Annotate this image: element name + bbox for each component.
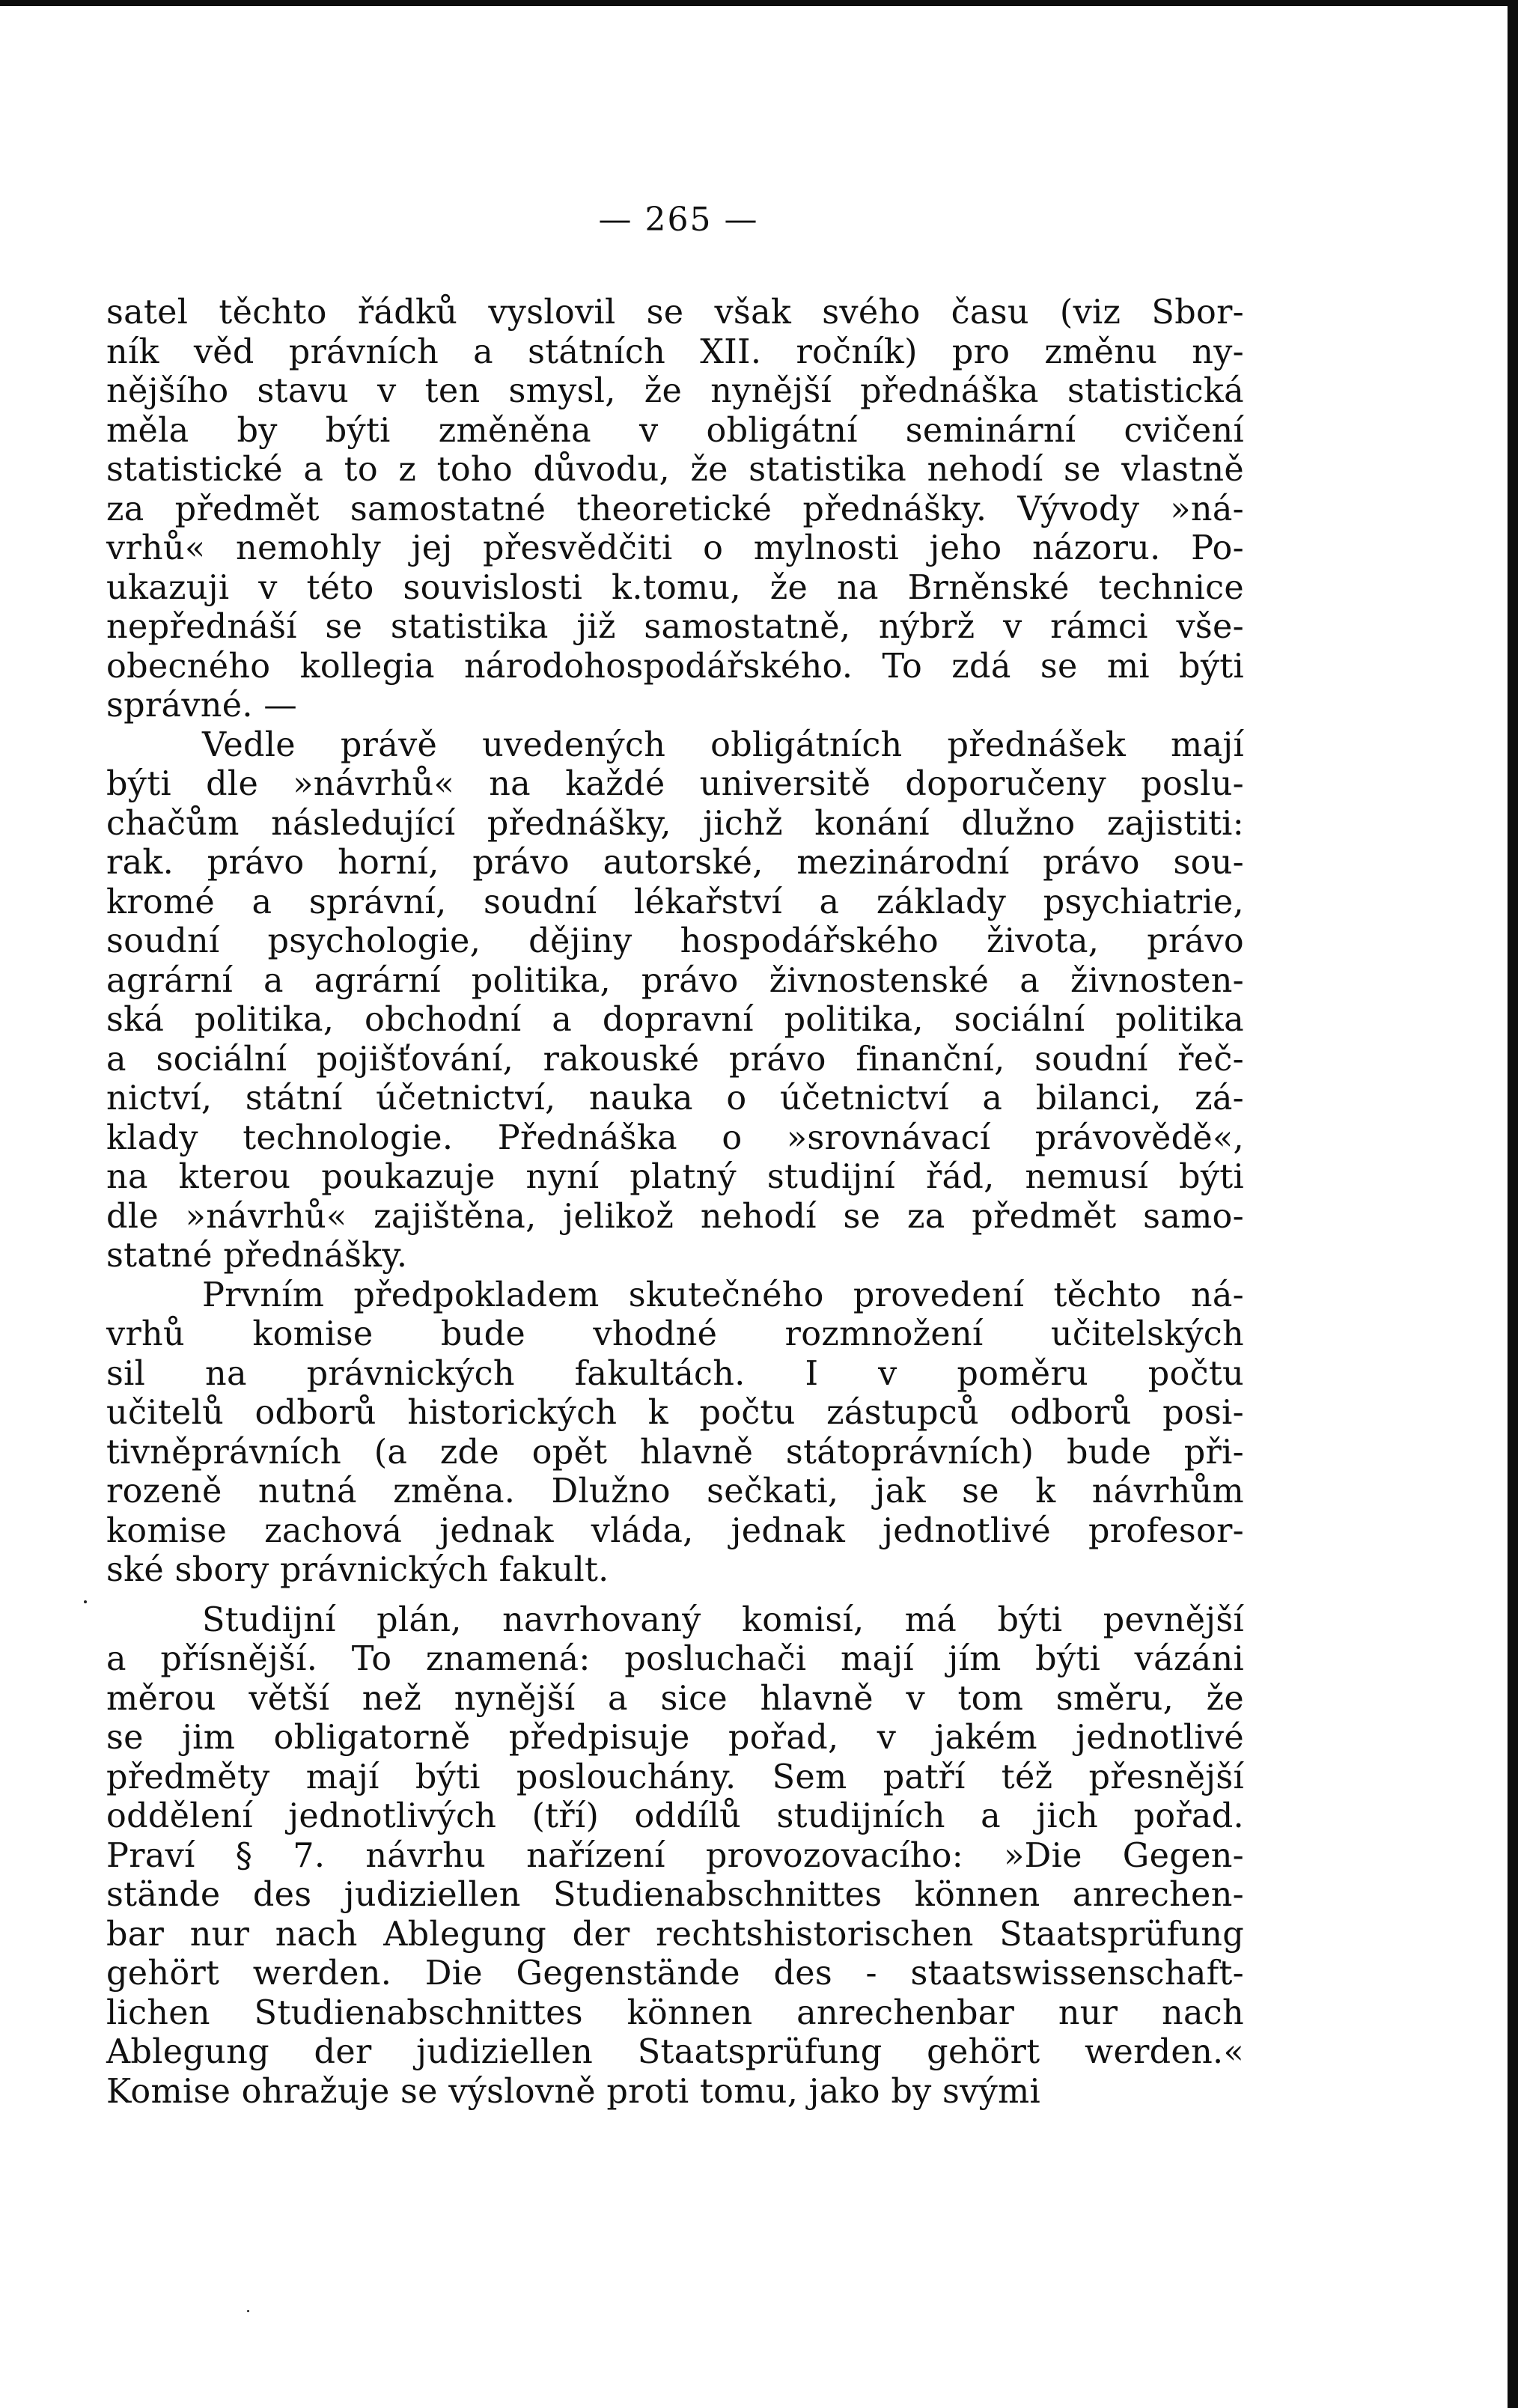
text-line: statistické a to z toho důvodu, že statistika nehodí se vlastně — [106, 451, 1244, 489]
text-line: vrhů« nemohly jej přesvědčiti o mylnosti jeho názoru. Po- — [106, 529, 1244, 567]
text-line: sil na právnických fakultách. I v poměru počtu — [106, 1354, 1244, 1393]
text-line: gehört werden. Die Gegenstände des - staatswissenschaft- — [106, 1954, 1244, 1993]
text-line: býti dle »návrhů« na každé universitě doporučeny poslu- — [106, 765, 1244, 803]
text-line: Komise ohražuje se výslovně proti tomu, jako by svými — [106, 2072, 1041, 2111]
text-line: ukazuji v této souvislosti k.tomu, že na Brněnské technice — [106, 568, 1244, 607]
paragraph-3 — [106, 1276, 1244, 1591]
text-line: nějšího stavu v ten smysl, že nynější přednáška statistická — [106, 372, 1244, 410]
text-line: agrární a agrární politika, právo živnostenské a živnosten- — [106, 961, 1244, 1000]
text-line: Prvním předpokladem skutečného provedení těchto ná- — [202, 1275, 1244, 1314]
text-line: ník věd právních a státních XII. ročník) pro změnu ny- — [106, 332, 1244, 371]
text-line: za předmět samostatné theoretické přednášky. Vývody »ná- — [106, 490, 1244, 528]
text-line: ské sbory právnických fakult. — [106, 1551, 609, 1589]
text-line: rak. právo horní, právo autorské, mezinárodní právo sou- — [106, 844, 1244, 882]
text-line: předměty mají býti poslouchány. Sem patří též přesnější — [106, 1758, 1244, 1796]
text-line: nepřednáší se statistika již samostatně, nýbrž v rámci vše- — [106, 608, 1244, 646]
text-line: rozeně nutná změna. Dlužno sečkati, jak se k návrhům — [106, 1472, 1244, 1511]
text-line: měrou větší než nynější a sice hlavně v tom směru, že — [106, 1679, 1244, 1718]
text-line: obecného kollegia národohospodářského. To zdá se mi býti — [106, 647, 1244, 686]
text-line: vrhů komise bude vhodné rozmnožení učitelských — [106, 1315, 1244, 1353]
text-line: ská politika, obchodní a dopravní politika, sociální politika — [106, 1001, 1244, 1039]
text-line: se jim obligatorně předpisuje pořad, v jakém jednotlivé — [106, 1719, 1244, 1757]
text-line: statné přednášky. — [106, 1237, 408, 1275]
text-line: učitelů odborů historických k počtu zástupců odborů posi- — [106, 1394, 1244, 1432]
text-line: na kterou poukazuje nyní platný studijní řád, nemusí býti — [106, 1158, 1244, 1196]
text-line: a přísnější. To znamená: posluchači mají jím býti vázáni — [106, 1640, 1244, 1678]
text-line: nictví, státní účetnictví, nauka o účetnictví a bilanci, zá- — [106, 1079, 1244, 1118]
text-line: Vedle právě uvedených obligátních přednášek mají — [202, 725, 1244, 764]
scan-speck — [84, 1600, 87, 1603]
text-line: měla by býti změněna v obligátní seminární cvičení — [106, 411, 1244, 450]
text-line: satel těchto řádků vyslovil se však svého času (viz Sbor- — [106, 293, 1244, 332]
text-line: bar nur nach Ablegung der rechtshistorischen Staatsprüfung — [106, 1915, 1244, 1954]
text-line: správné. — — [106, 686, 298, 725]
text-line: lichen Studienabschnittes können anrechenbar nur nach — [106, 1993, 1244, 2032]
paragraph-2 — [106, 726, 1244, 1276]
page-number: — 265 — — [598, 201, 759, 239]
text-line: a sociální pojišťování, rakouské právo finanční, soudní řeč- — [106, 1040, 1244, 1079]
text-line: klady technologie. Přednáška o »srovnávací právovědě«, — [106, 1118, 1244, 1157]
text-line: stände des judiziellen Studienabschnittes können anrechen- — [106, 1876, 1244, 1914]
text-line: chačům následující přednášky, jichž konání dlužno zajistiti: — [106, 804, 1244, 843]
scan-speck — [247, 2310, 249, 2312]
paragraph-4 — [106, 1601, 1244, 2112]
text-line: soudní psychologie, dějiny hospodářského života, právo — [106, 922, 1244, 960]
text-line: tivněprávních (a zde opět hlavně státoprávních) bude při- — [106, 1433, 1244, 1472]
text-line: Praví § 7. návrhu nařízení provozovacího: »Die Gegen- — [106, 1836, 1244, 1875]
text-line: dle »návrhů« zajištěna, jelikož nehodí se za předmět samo- — [106, 1197, 1244, 1236]
text-line: Ablegung der judiziellen Staatsprüfung gehört werden.« — [106, 2033, 1244, 2071]
text-line: Studijní plán, navrhovaný komisí, má býti pevnější — [202, 1600, 1244, 1639]
text-line: oddělení jednotlivých (tří) oddílů studijních a jich pořad. — [106, 1797, 1244, 1835]
text-line: komise zachová jednak vláda, jednak jednotlivé profesor- — [106, 1511, 1244, 1550]
body-text — [106, 293, 1244, 2112]
paragraph-1 — [106, 293, 1244, 726]
text-line: kromé a správní, soudní lékařství a základy psychiatrie, — [106, 883, 1244, 921]
paragraph-spacer — [106, 1591, 1244, 1601]
